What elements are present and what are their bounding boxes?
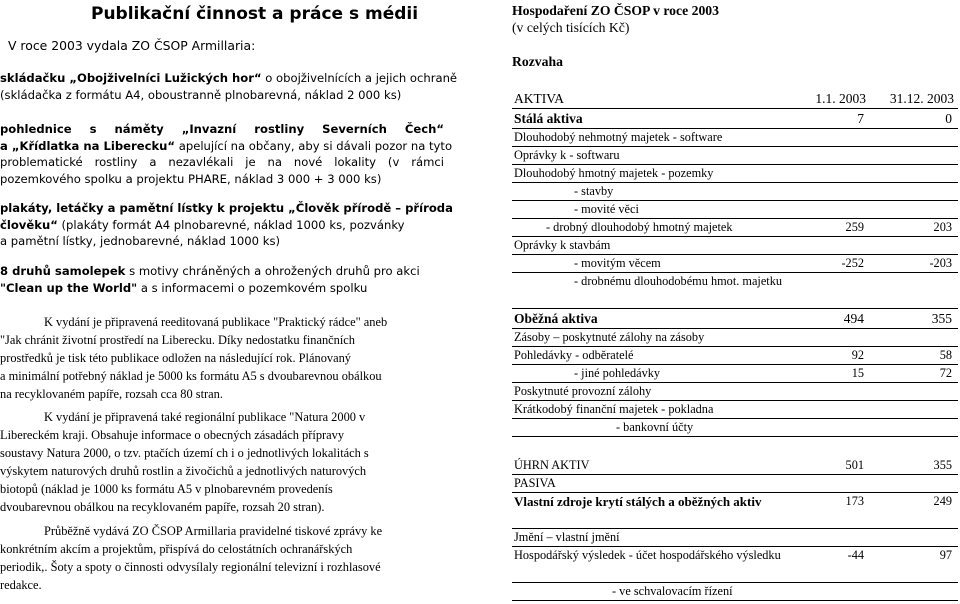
item-text: s motivy chráněných a ohrožených druhů pro akci <box>125 264 420 278</box>
row-label: Oběžná aktiva <box>512 309 790 329</box>
row-label: - drobný dlouhodobý hmotný majetek <box>512 219 790 237</box>
row-value-end: 355 <box>870 309 958 329</box>
row-value-end: 31.12. 2003 <box>870 89 958 109</box>
table-row <box>512 547 958 583</box>
row-label: - movitým věcem <box>512 255 790 273</box>
row-value-end: 72 <box>870 365 958 383</box>
row-value-start <box>790 329 870 347</box>
item-pohlednice <box>0 121 453 187</box>
row-label: - drobnému dlouhodobému hmot. majetku <box>512 273 790 309</box>
row-label: Stálá aktiva <box>512 109 790 129</box>
table-row <box>512 109 958 129</box>
row-value-end <box>870 273 958 309</box>
paragraph-line: periodik,. Šoty a spoty o činnosti odvysílaly regionální televizní i rozhlasové <box>0 560 381 574</box>
table-row <box>512 329 958 347</box>
table-row <box>512 165 958 183</box>
page-title: Publikační činnost a práce s médii <box>91 4 419 24</box>
paragraph-line: konkrétním akcím a projektům, přispívá do celostátních ochranářských <box>0 542 353 556</box>
row-label: ÚHRN AKTIV <box>512 457 790 475</box>
row-label: Hospodářský výsledek - účet hospodářského výsledku <box>512 547 790 583</box>
row-value-start <box>790 419 870 437</box>
table-row <box>512 383 958 401</box>
row-value-end: -203 <box>870 255 958 273</box>
row-label: - ve schvalovacím řízení <box>512 583 790 601</box>
left-column <box>0 0 458 604</box>
paragraph-line: soustavy Natura 2000, o tzv. ptačích území ch i o jednotlivých lokalitách s <box>0 446 369 460</box>
row-label: Oprávky k - softwaru <box>512 147 790 165</box>
item-title: člověku“ <box>0 217 58 232</box>
row-label: Poskytnuté provozní zálohy <box>512 383 790 401</box>
item-skladacka <box>0 70 458 103</box>
paragraph-tiskove-zpravy <box>0 522 444 594</box>
item-title: pohlednice s náměty „Invazní rostliny Severních Čech“ <box>0 122 444 136</box>
row-value-end <box>870 419 958 437</box>
row-value-start: 15 <box>790 365 870 383</box>
table-row <box>512 147 958 165</box>
table-row <box>512 309 958 329</box>
row-value-start <box>790 583 870 601</box>
item-title: skládačku „Obojživelníci Lužických hor“ <box>0 71 262 85</box>
balance-heading: Rozvaha <box>512 54 563 69</box>
table-row <box>512 419 958 437</box>
row-label: Jmění – vlastní jmění <box>512 529 790 547</box>
paragraph-line: na recyklovaném papíře, rozsah cca 80 stran. <box>0 387 223 401</box>
item-title: 8 druhů samolepek <box>0 264 126 278</box>
row-label: AKTIVA <box>512 89 790 109</box>
row-value-end <box>870 129 958 147</box>
table-row <box>512 475 958 493</box>
paragraph-line: K vydání je připravená také regionální publikace "Natura 2000 v <box>44 410 366 424</box>
table-row <box>512 237 958 255</box>
intro-text: V roce 2003 vydala ZO ČSOP Armillaria: <box>8 38 256 53</box>
row-value-start <box>790 383 870 401</box>
row-value-end: 58 <box>870 347 958 365</box>
row-value-end <box>870 583 958 601</box>
paragraph-line: a minimální potřebný náklad je 5000 ks formátu A5 s dvoubarevnou obálkou <box>0 369 382 383</box>
table-row <box>512 255 958 273</box>
item-plakaty <box>0 200 453 250</box>
item-title: plakáty, letáčky a pamětní lístky k projektu „Člověk přírodě – příroda <box>0 201 453 215</box>
row-label: - jiné pohledávky <box>512 365 790 383</box>
paragraph-natura <box>0 408 444 516</box>
item-text: (skládačka z formátu A4, oboustranně plnobarevná, náklad 2 000 ks) <box>0 87 402 102</box>
row-value-end <box>870 529 958 547</box>
row-value-end: 355 <box>870 457 958 475</box>
row-value-end <box>870 329 958 347</box>
row-value-end: 203 <box>870 219 958 237</box>
item-text: pozemkového spolku a projektu PHARE, náklad 3 000 + 3 000 ks) <box>0 171 382 186</box>
row-value-start: -44 <box>790 547 870 583</box>
item-title: "Clean up the World" <box>0 280 138 295</box>
row-value-start: 259 <box>790 219 870 237</box>
row-value-start <box>790 147 870 165</box>
row-label: PASIVA <box>512 475 790 493</box>
table-row <box>512 89 958 109</box>
row-value-start: 173 <box>790 493 870 529</box>
row-label: Dlouhodobý hmotný majetek - pozemky <box>512 165 790 183</box>
row-value-start: 1.1. 2003 <box>790 89 870 109</box>
row-label: - stavby <box>512 183 790 201</box>
row-value-start: 7 <box>790 109 870 129</box>
paragraph-line: biotopů (náklad je 1000 ks formátu A5 v plnobarevném provedenís <box>0 482 333 496</box>
table-row <box>512 529 958 547</box>
row-label: Oprávky k stavbám <box>512 237 790 255</box>
row-value-start: 92 <box>790 347 870 365</box>
row-value-start <box>790 237 870 255</box>
balance-table <box>512 89 958 601</box>
row-value-start: -252 <box>790 255 870 273</box>
table-row <box>512 183 958 201</box>
row-label: - bankovní účty <box>512 419 790 437</box>
row-value-end <box>870 383 958 401</box>
table-row <box>512 401 958 419</box>
row-value-start <box>790 401 870 419</box>
paragraph-line: K vydání je připravená reeditovaná publikace "Praktický rádce" aneb <box>44 315 388 329</box>
row-value-start <box>790 183 870 201</box>
table-row <box>512 493 958 529</box>
finance-heading: Hospodaření ZO ČSOP v roce 2003 <box>512 3 719 18</box>
table-row <box>512 365 958 383</box>
table-row <box>512 583 958 601</box>
item-text: problematické rostliny a nezavlékali je na nové lokality (v rámci <box>0 155 444 169</box>
row-label: Krátkodobý finanční majetek - pokladna <box>512 401 790 419</box>
table-row <box>512 201 958 219</box>
item-text: apelující na občany, aby si dávali pozor na tyto <box>175 138 453 153</box>
finance-subheading: (v celých tisících Kč) <box>512 20 630 35</box>
row-value-start <box>790 273 870 309</box>
row-value-start <box>790 201 870 219</box>
row-label: Zásoby – poskytnuté zálohy na zásoby <box>512 329 790 347</box>
paragraph-line: Průběžně vydává ZO ČSOP Armillaria pravidelné tiskové zprávy ke <box>44 524 383 538</box>
row-value-start: 494 <box>790 309 870 329</box>
paragraph-line: redakce. <box>0 578 42 592</box>
paragraph-line: dvoubarevnou obálkou na recyklovaném papíře, rozsah 20 stran). <box>0 500 325 514</box>
row-value-start <box>790 129 870 147</box>
row-label: - movité věci <box>512 201 790 219</box>
row-value-end: 0 <box>870 109 958 129</box>
row-value-start <box>790 165 870 183</box>
paragraph-line: výskytem naturových druhů rostlin a živočichů a jednotlivých naturových <box>0 464 367 478</box>
item-title: a „Křídlatka na Liberecku“ <box>0 138 176 153</box>
row-value-end <box>870 401 958 419</box>
paragraph-line: Libereckém kraji. Obsahuje informace o obecných zásadách přípravy <box>0 428 345 442</box>
paragraph-line: prostředků je tisk této publikace odložen na následující rok. Plánovaný <box>0 351 351 365</box>
row-value-end <box>870 165 958 183</box>
row-value-end <box>870 475 958 493</box>
row-value-end <box>870 183 958 201</box>
item-samolepky <box>0 263 444 296</box>
row-value-end: 97 <box>870 547 958 583</box>
item-text: a pamětní lístky, jednobarevné, náklad 1000 ks) <box>0 234 281 248</box>
table-spacer <box>512 437 958 458</box>
row-label: Dlouhodobý nehmotný majetek - software <box>512 129 790 147</box>
row-label: Vlastní zdroje krytí stálých a oběžných aktiv <box>512 493 790 529</box>
row-value-end <box>870 201 958 219</box>
row-label: Pohledávky - odběratelé <box>512 347 790 365</box>
table-row <box>512 347 958 365</box>
row-value-end <box>870 147 958 165</box>
row-value-start <box>790 529 870 547</box>
right-column <box>512 0 960 604</box>
item-text: (plakáty formát A4 plnobarevné, náklad 1000 ks, pozvánky <box>57 217 405 232</box>
row-value-end: 249 <box>870 493 958 529</box>
table-row <box>512 219 958 237</box>
table-row <box>512 457 958 475</box>
row-value-end <box>870 237 958 255</box>
row-value-start: 501 <box>790 457 870 475</box>
table-row <box>512 129 958 147</box>
item-text: a s informacemi o pozemkovém spolku <box>137 280 368 295</box>
paragraph-line: "Jak chránit životní prostředí na Liberecku. Díky nedostatku finančních <box>0 333 355 347</box>
item-text: o obojživelnících a jejich ochraně <box>261 71 458 85</box>
row-value-start <box>790 475 870 493</box>
table-row <box>512 273 958 309</box>
paragraph-prakticky-radce <box>0 313 444 403</box>
